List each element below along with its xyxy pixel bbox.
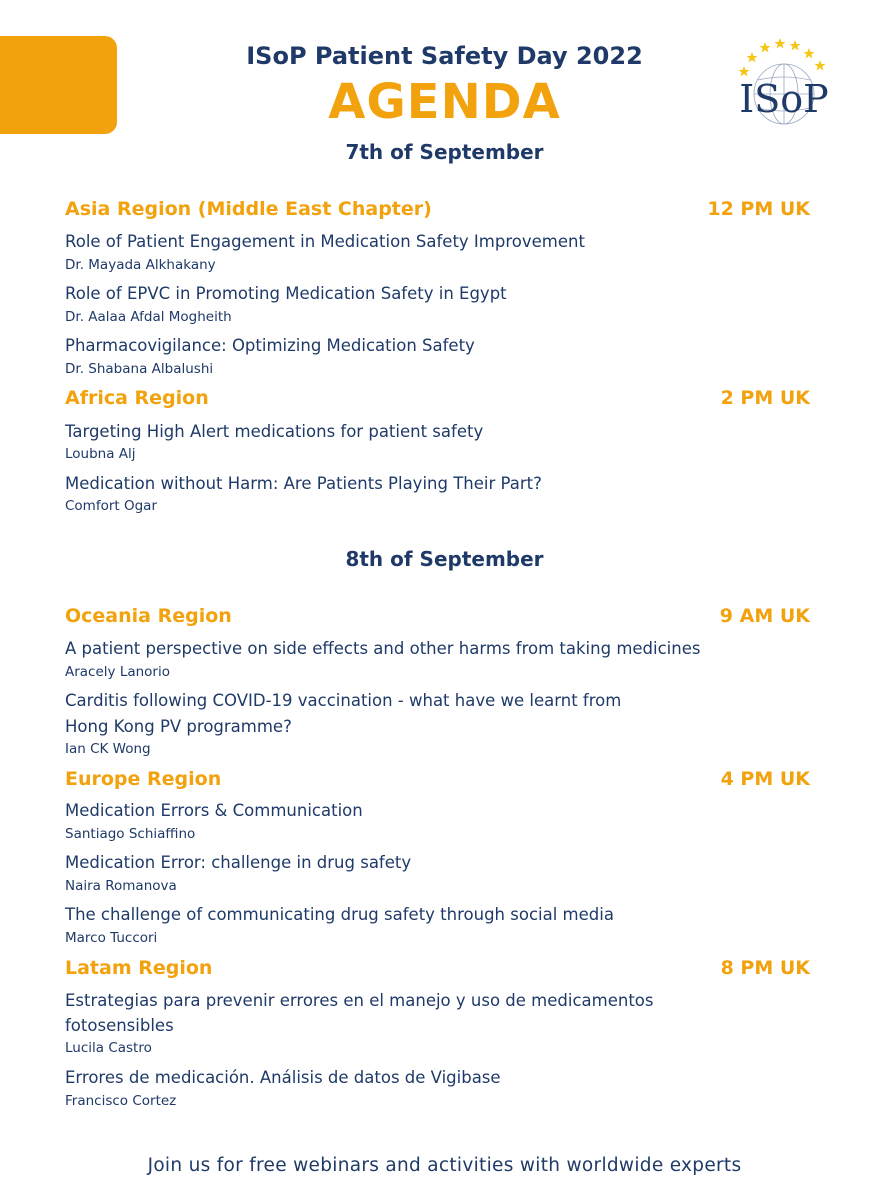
talk-title: Carditis following COVID-19 vaccination - what have we learnt from: [65, 691, 622, 710]
region-oceania: [65, 605, 810, 631]
speaker-name: Marco Tuccori: [65, 930, 158, 946]
speaker-name: Dr. Mayada Alkhakany: [65, 257, 216, 273]
region-europe: [65, 768, 810, 794]
logo-text: ISoP: [739, 77, 829, 121]
region-africa: [65, 387, 810, 413]
region-name: Latam Region: [65, 957, 213, 979]
speaker-name: Dr. Aalaa Afdal Mogheith: [65, 309, 232, 325]
region-time: 9 AM UK: [719, 605, 810, 627]
talk-title: Medication Errors & Communication: [65, 801, 363, 820]
talk-title: Medication without Harm: Are Patients Playing Their Part?: [65, 474, 542, 493]
region-time: 12 PM UK: [707, 198, 810, 220]
region-time: 8 PM UK: [720, 957, 810, 979]
talk-title-cont: Hong Kong PV programme?: [65, 717, 292, 736]
talk-title: Pharmacovigilance: Optimizing Medication Safety: [65, 336, 475, 355]
talk-title: The challenge of communicating drug safety through social media: [65, 905, 614, 924]
talk-title: Targeting High Alert medications for patient safety: [65, 422, 484, 441]
region-name: Europe Region: [65, 768, 222, 790]
day-heading-2: 8th of September: [345, 547, 544, 571]
speaker-name: Santiago Schiaffino: [65, 826, 196, 842]
speaker-name: Lucila Castro: [65, 1040, 152, 1056]
speaker-name: Dr. Shabana Albalushi: [65, 361, 214, 377]
speaker-name: Naira Romanova: [65, 878, 177, 894]
region-time: 2 PM UK: [720, 387, 810, 409]
region-asia: [65, 198, 810, 224]
speaker-name: Loubna Alj: [65, 446, 136, 462]
speaker-name: Aracely Lanorio: [65, 664, 170, 680]
isop-logo: [730, 28, 838, 128]
talk-title: A patient perspective on side effects and other harms from taking medicines: [65, 639, 701, 658]
talk-title: Role of Patient Engagement in Medication Safety Improvement: [65, 232, 585, 251]
region-name: Oceania Region: [65, 605, 232, 627]
region-time: 4 PM UK: [720, 768, 810, 790]
speaker-name: Ian CK Wong: [65, 741, 151, 757]
talk-title: Role of EPVC in Promoting Medication Safety in Egypt: [65, 284, 507, 303]
agenda-heading: AGENDA: [328, 74, 561, 130]
footer-tagline: Join us for free webinars and activities with worldwide experts: [147, 1155, 742, 1176]
talk-title-cont: fotosensibles: [65, 1016, 174, 1035]
speaker-name: Francisco Cortez: [65, 1093, 177, 1109]
page-title: ISoP Patient Safety Day 2022: [246, 42, 643, 70]
region-name: Asia Region (Middle East Chapter): [65, 198, 432, 220]
day-heading-1: 7th of September: [345, 140, 544, 164]
talk-title: Medication Error: challenge in drug safety: [65, 853, 412, 872]
talk-title: Errores de medicación. Análisis de datos de Vigibase: [65, 1068, 501, 1087]
speaker-name: Comfort Ogar: [65, 498, 158, 514]
talk-title: Estrategias para prevenir errores en el manejo y uso de medicamentos: [65, 991, 654, 1010]
region-latam: [65, 957, 810, 983]
region-name: Africa Region: [65, 387, 209, 409]
